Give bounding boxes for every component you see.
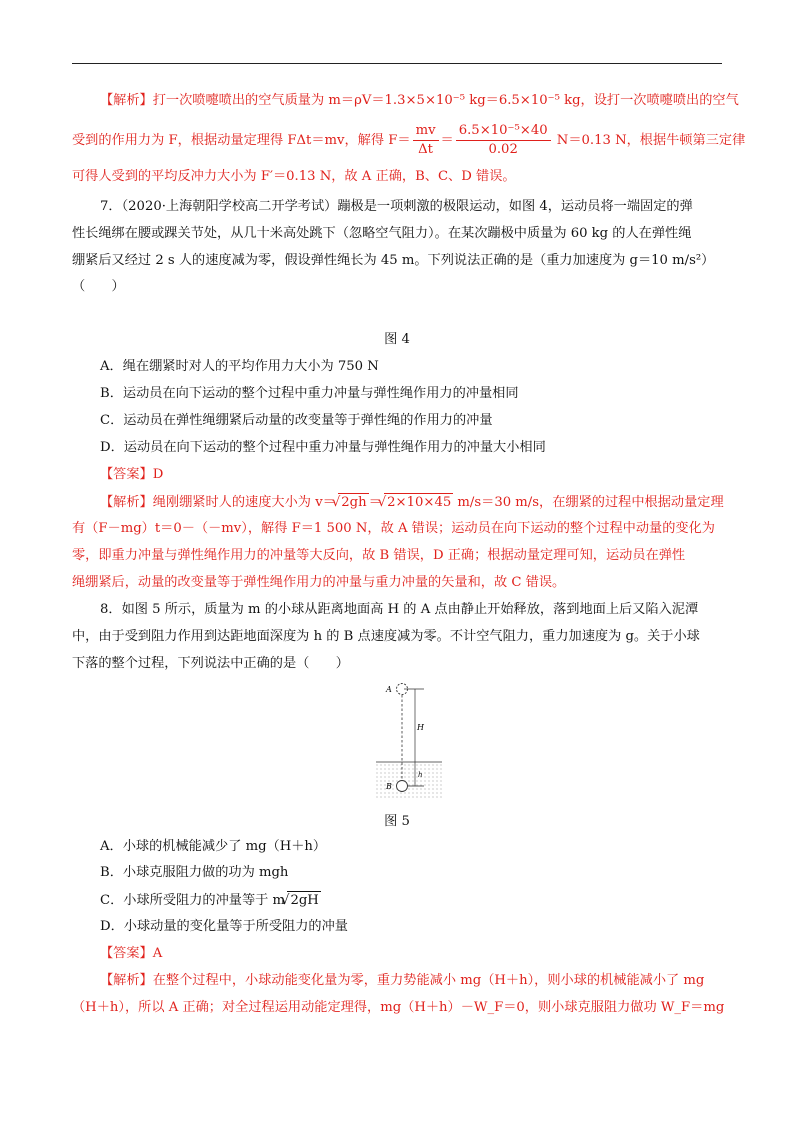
figure-4-caption: 图 4 — [384, 332, 410, 347]
q8-option-a: A．小球的机械能减少了 mg（H＋h） — [100, 839, 327, 854]
q8-analysis-line2: （H＋h），所以 A 正确；对全过程运用动能定理得，mg（H＋h）－W_F＝0，则小球克服阻力做功 W_F＝mg — [72, 1000, 725, 1015]
sqrt-2x10x45: √ 2×10×45 — [384, 493, 453, 512]
label-b: B — [386, 782, 392, 791]
q7-option-b: B．运动员在向下运动的整个过程中重力冲量与弹性绳作用力的冲量相同 — [100, 386, 519, 401]
label-H: H — [417, 723, 424, 732]
q8-analysis-line1: 【解析】在整个过程中，小球动能变化量为零，重力势能减小 mg（H＋h），则小球的机械能减小了 mg — [100, 973, 705, 988]
q7-line2: 性长绳绑在腰或踝关节处，从几十米高处跳下（忽略空气阻力）。在某次蹦极中质量为 60 kg 的人在弹性绳 — [72, 226, 692, 241]
header-rule — [72, 63, 722, 64]
q8-option-d: D．小球动量的变化量等于所受阻力的冲量 — [100, 919, 348, 934]
q7-line4: （ ） — [72, 279, 125, 294]
analysis6-line2: 受到的作用力为 F，根据动量定理得 FΔt＝mv，解得 F＝ $\frac{mv}{\Delta t}$ ＝ $\frac{\text{6.5×10⁻⁵×40}}{0.02}$ N＝0.13 N，根据牛顿第三定律 — [72, 123, 746, 157]
analysis-tag: 【解析】 — [100, 93, 153, 108]
q8-option-c: C．小球所受阻力的冲量等于 m√ 2gH — [100, 891, 722, 910]
ball-end — [397, 781, 408, 792]
q8-line1: 8．如图 5 所示，质量为 m 的小球从距离地面高 H 的 A 点由静止开始释放，落到地面上后又陷入泥潭 — [100, 602, 699, 617]
label-a: A — [386, 685, 392, 694]
analysis6-line3: 可得人受到的平均反冲力大小为 F′＝0.13 N，故 A 正确，B、C、D 错误。 — [72, 169, 516, 184]
q8-option-b: B．小球克服阻力做的功为 mgh — [100, 865, 289, 880]
figure-5-diagram — [372, 680, 442, 800]
q7-analysis-line2: 有（F－mg）t＝0－（－mv），解得 F＝1 500 N，故 A 错误；运动员在向下运动的整个过程中动量的变化为 — [72, 521, 715, 536]
q7-analysis-line1: 【解析】绳刚绷紧时人的速度大小为 v＝√ 2gh ＝√ 2×10×45 m/s＝30 m/s，在绷紧的过程中根据动量定理 — [100, 493, 722, 512]
label-h: h — [418, 771, 423, 779]
q7-option-a: A．绳在绷紧时对人的平均作用力大小为 750 N — [100, 359, 379, 374]
analysis6-line1: 【解析】打一次喷嚏喷出的空气质量为 m＝ρV＝1.3×5×10⁻⁵ kg＝6.5×10⁻⁵ kg，设打一次喷嚏喷出的空气 — [100, 93, 739, 108]
figure-5-caption: 图 5 — [384, 814, 410, 829]
q7-answer: 【答案】D — [100, 467, 164, 482]
sqrt-2gH: √ 2gH — [287, 891, 321, 910]
q8-line2: 中，由于受到阻力作用到达距地面深度为 h 的 B 点速度减为零。不计空气阻力，重力加速度为 g。关于小球 — [72, 629, 700, 644]
q7-analysis-line4: 绳绷紧后，动量的改变量等于弹性绳作用力的冲量与重力冲量的矢量和，故 C 错误。 — [72, 575, 566, 590]
sqrt-2gh: √ 2gh — [338, 493, 369, 512]
q7-analysis-line3: 零，即重力冲量与弹性绳作用力的冲量等大反向，故 B 错误，D 正确；根据动量定理可知，运动员在弹性 — [72, 548, 686, 563]
q8-answer: 【答案】A — [100, 946, 163, 961]
q7-line3: 绷紧后又经过 2 s 人的速度减为零，假设弹性绳长为 45 m。下列说法正确的是（重力加速度为 g＝10 m/s²） — [72, 253, 715, 268]
mud-region — [376, 762, 442, 800]
q7-option-c: C．运动员在弹性绳绷紧后动量的改变量等于弹性绳的作用力的冲量 — [100, 413, 493, 428]
fraction-mv-over-dt: $\frac{mv}{\Delta t}$ — [413, 122, 439, 159]
fraction-numeric: $\frac{\text{6.5×10⁻⁵×40}}{0.02}$ — [456, 122, 551, 159]
q7-option-d: D．运动员在向下运动的整个过程中重力冲量与弹性绳作用力的冲量大小相同 — [100, 440, 546, 455]
q8-line3: 下落的整个过程，下列说法中正确的是（ ） — [72, 656, 349, 671]
q7-line1: 7．（2020·上海朝阳学校高二开学考试）蹦极是一项刺激的极限运动，如图 4，运动员将一端固定的弹 — [100, 199, 693, 214]
